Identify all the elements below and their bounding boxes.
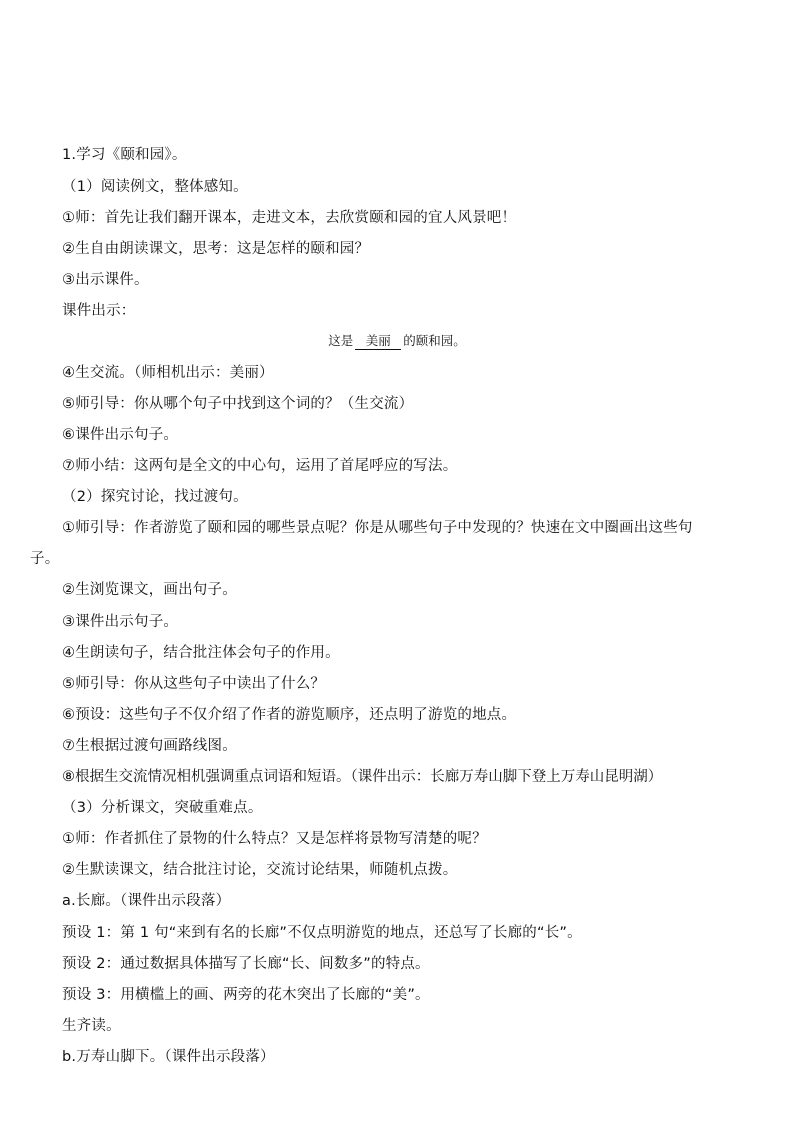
- paragraph: 生齐读。: [62, 1018, 121, 1034]
- courseware-callout: [0, 331, 794, 351]
- paragraph: ⑤师引导：你从哪个句子中找到这个词的？（生交流）: [62, 396, 414, 412]
- section-1-title: （1）阅读例文，整体感知。: [62, 179, 248, 195]
- paragraph: a.长廊。（课件出示段落）: [62, 893, 231, 909]
- paragraph: 预设 1：第 1 句“来到有名的长廊”不仅点明游览的地点，还总写了长廊的“长”。: [62, 925, 582, 941]
- paragraph: 课件出示：: [62, 303, 136, 319]
- heading-learn-yiheyuan: 1.学习《颐和园》。: [62, 147, 187, 163]
- callout-blank-answer: 美丽: [355, 333, 401, 350]
- paragraph: ⑥预设：这些句子不仅介绍了作者的游览顺序，还点明了游览的地点。: [62, 707, 517, 723]
- paragraph: ⑦师小结：这两句是全文的中心句，运用了首尾呼应的写法。: [62, 458, 458, 474]
- paragraph: ⑧根据生交流情况相机强调重点词语和短语。（课件出示：长廊万寿山脚下登上万寿山昆明湖）: [62, 769, 663, 785]
- paragraph: ⑥课件出示句子。: [62, 427, 179, 443]
- callout-suffix: 的颐和园。: [403, 333, 466, 348]
- paragraph: 预设 2：通过数据具体描写了长廊“长、间数多”的特点。: [62, 956, 430, 972]
- section-2-title: （2）探究讨论，找过渡句。: [62, 489, 248, 505]
- paragraph: ③课件出示句子。: [62, 614, 179, 630]
- callout-prefix: 这是: [328, 333, 354, 348]
- paragraph: ②生浏览课文，画出句子。: [62, 582, 237, 598]
- paragraph: b.万寿山脚下。（课件出示段落）: [62, 1049, 275, 1065]
- paragraph-continuation: 子。: [30, 551, 60, 567]
- paragraph: ⑦生根据过渡句画路线图。: [62, 738, 237, 754]
- section-3-title: （3）分析课文，突破重难点。: [62, 800, 263, 816]
- paragraph: 预设 3：用横槛上的画、两旁的花木突出了长廊的“美”。: [62, 987, 430, 1003]
- paragraph: ⑤师引导：你从这些句子中读出了什么？: [62, 676, 326, 692]
- paragraph: ②生默读课文，结合批注讨论，交流讨论结果，师随机点拨。: [62, 862, 458, 878]
- paragraph: ④生交流。（师相机出示：美丽）: [62, 365, 274, 381]
- paragraph: ①师：作者抓住了景物的什么特点？又是怎样将景物写清楚的呢？: [62, 831, 487, 847]
- paragraph: ①师引导：作者游览了颐和园的哪些景点呢？你是从哪些句子中发现的？快速在文中圈画出这些句: [62, 520, 693, 536]
- paragraph: ③出示课件。: [62, 272, 149, 288]
- paragraph: ①师：首先让我们翻开课本，走进文本，去欣赏颐和园的宜人风景吧！: [62, 210, 517, 226]
- paragraph: ②生自由朗读课文，思考：这是怎样的颐和园？: [62, 241, 370, 257]
- paragraph: ④生朗读句子，结合批注体会句子的作用。: [62, 645, 340, 661]
